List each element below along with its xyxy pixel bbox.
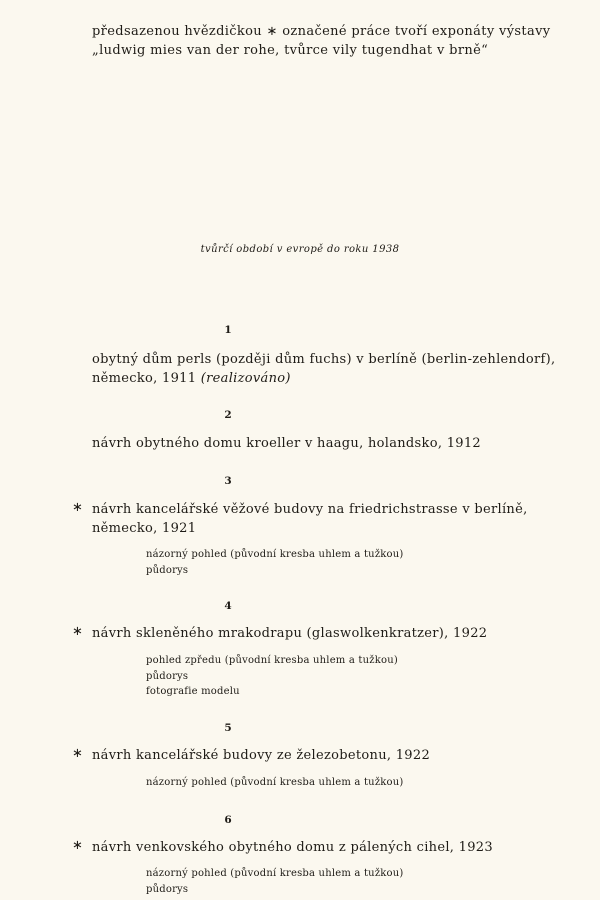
detail-item: názorný pohled (původní kresba uhlem a tužkou) <box>146 777 404 788</box>
detail-item: názorný pohled (původní kresba uhlem a tužkou) <box>146 868 404 879</box>
asterisk-icon: ∗ <box>72 500 83 515</box>
entry-number: 6 <box>224 814 232 826</box>
entry-number: 2 <box>224 409 232 421</box>
entry-number: 1 <box>224 324 232 336</box>
entry-number: 5 <box>224 722 232 734</box>
entry-title-line: návrh skleněného mrakodrapu (glaswolkenkratzer), 1922 <box>92 626 488 641</box>
intro-text-after-star: označené práce tvoří exponáty výstavy <box>282 24 551 39</box>
entry-title-line <box>92 369 572 388</box>
entry-number: 4 <box>224 600 232 612</box>
entry-title <box>92 350 572 388</box>
entry-title-line: obytný dům perls (později dům fuchs) v berlíně (berlin-zehlendorf), <box>92 352 556 367</box>
entry-title <box>92 838 572 857</box>
detail-item: názorný pohled (původní kresba uhlem a tužkou) <box>146 549 404 560</box>
section-title: tvůrčí období v evropě do roku 1938 <box>200 244 400 255</box>
detail-item: půdorys <box>146 670 189 682</box>
entry-details <box>146 775 566 791</box>
asterisk-icon: ∗ <box>266 24 278 39</box>
entry-title-line: návrh venkovského obytného domu z pálených cihel, 1923 <box>92 840 493 855</box>
entry-details <box>146 653 566 700</box>
entry-title-line: německo, 1921 <box>92 521 197 536</box>
intro-line-1 <box>92 22 572 41</box>
entry-title <box>92 746 572 765</box>
entry-number: 3 <box>224 475 232 487</box>
asterisk-icon: ∗ <box>72 624 83 639</box>
entry-title-line: návrh kancelářské budovy ze železobetonu, 1922 <box>92 748 431 763</box>
intro-line-2: „ludwig mies van der rohe, tvůrce vily tugendhat v brně“ <box>92 43 489 58</box>
entry-title-line: návrh obytného domu kroeller v haagu, holandsko, 1912 <box>92 436 481 451</box>
intro-text-before-star: předsazenou hvězdičkou <box>92 24 263 39</box>
detail-item: půdorys <box>146 564 189 576</box>
asterisk-icon: ∗ <box>72 746 83 761</box>
detail-item: pohled zpředu (původní kresba uhlem a tužkou) <box>146 655 398 666</box>
entry-title <box>92 434 572 453</box>
entry-title-line: návrh kancelářské věžové budovy na friedrichstrasse v berlíně, <box>92 502 528 517</box>
detail-item: fotografie modelu <box>146 686 240 697</box>
entry-title <box>92 624 572 643</box>
entry-details <box>146 866 566 897</box>
intro-paragraph <box>92 22 572 60</box>
asterisk-icon: ∗ <box>72 838 83 853</box>
entry-title-line-2: německo, 1911 <box>92 371 197 386</box>
entry-title <box>92 500 572 538</box>
entry-note: (realizováno) <box>200 371 291 386</box>
detail-item: půdorys <box>146 883 189 895</box>
entry-details <box>146 547 566 578</box>
